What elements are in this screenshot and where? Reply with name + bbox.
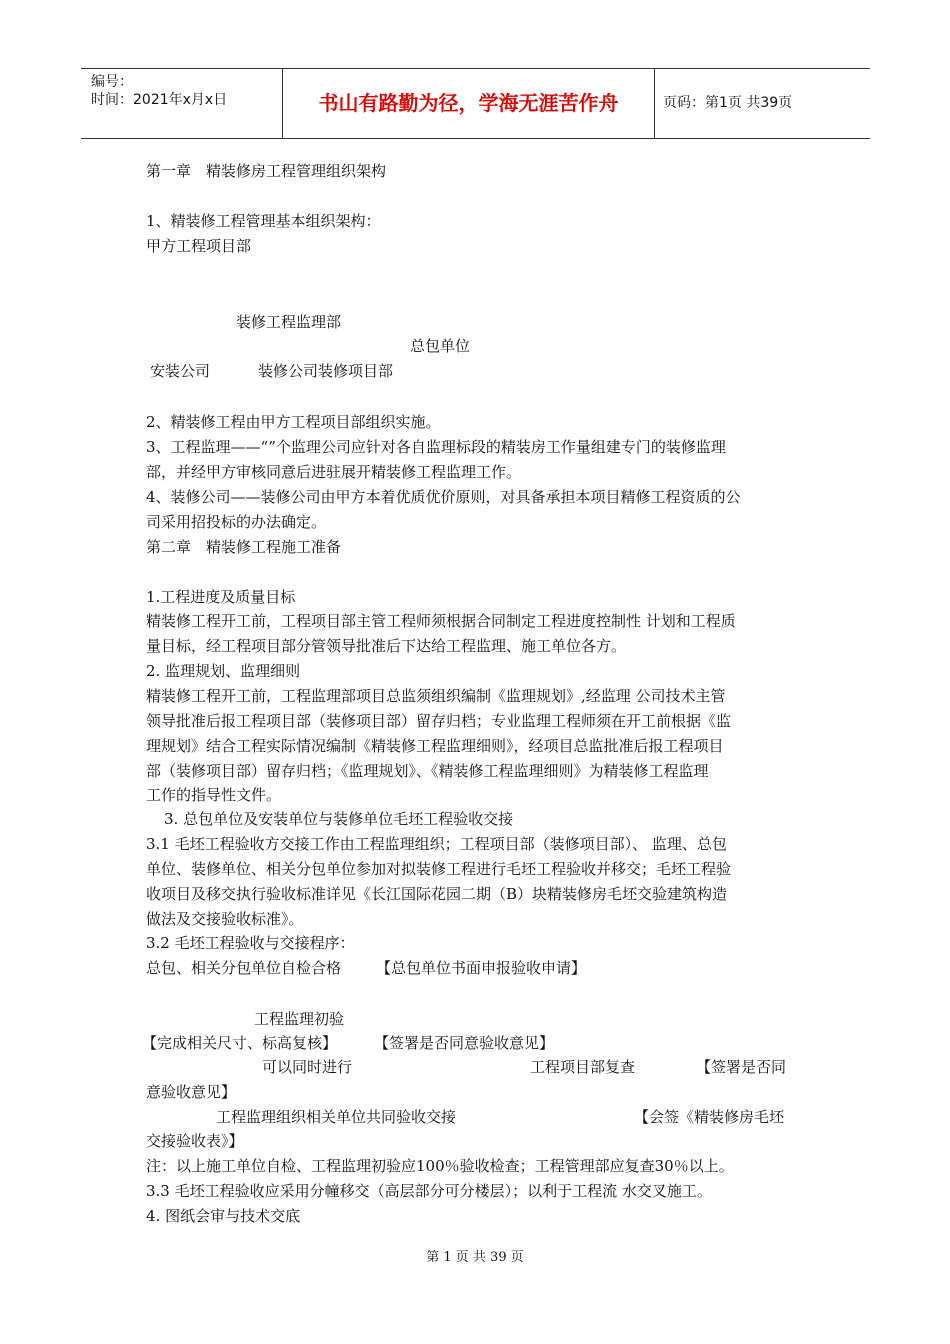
- section-heading: 4. 图纸会审与技术交底: [146, 1207, 301, 1225]
- flow-step: 总包、相关分包单位自检合格: [146, 959, 342, 977]
- org-node-decoration: 装修公司装修项目部: [258, 362, 394, 380]
- flow-note: 【签署是否同意验收意见】: [374, 1034, 555, 1052]
- section-heading: 2. 监理规划、监理细则: [146, 662, 301, 680]
- org-node-installer: 安装公司: [150, 362, 211, 380]
- flow-note: 意验收意见】: [146, 1083, 237, 1101]
- page-header: [81, 68, 870, 139]
- org-node-supervision: 装修工程监理部: [236, 313, 342, 331]
- paragraph-line: 部，并经甲方审核同意后进驻展开精装修工程监理工作。: [146, 463, 522, 481]
- header-meta: [81, 69, 282, 138]
- flow-step: 工程监理初验: [254, 1010, 345, 1028]
- section-heading: 3. 总包单位及安装单位与装修单位毛坯工程验收交接: [164, 810, 514, 828]
- org-node-owner: 甲方工程项目部: [146, 237, 252, 255]
- header-motto: 书山有路勤为径，学海无涯苦作舟: [282, 69, 655, 138]
- chapter-2-title: 第二章 精装修工程施工准备: [146, 538, 342, 556]
- paragraph-line: 4、装修公司——装修公司由甲方本着优质优价原则，对具备承担本项目精修工程资质的公: [146, 488, 741, 506]
- org-node-general-contractor: 总包单位: [410, 337, 471, 355]
- header-page-info: 页码：第1页 共39页: [663, 95, 793, 111]
- section-heading: 1.工程进度及质量目标: [146, 588, 296, 606]
- date-label: 时间：2021年x月x日: [91, 92, 228, 108]
- flow-step: 工程项目部复查: [530, 1058, 636, 1076]
- flow-note: 【完成相关尺寸、标高复核】: [142, 1034, 338, 1052]
- section-heading: 3.2 毛坯工程验收与交接程序：: [146, 934, 355, 952]
- paragraph-line: 做法及交接验收标准》。: [146, 910, 304, 928]
- paragraph-line: 理规划》结合工程实际情况编制《精装修工程监理细则》，经项目总监批准后报工程项目: [146, 737, 724, 755]
- paragraph-line: 部（装修项目部）留存归档；《监理规划》、《精装修工程监理细则》为精装修工程监理: [146, 762, 709, 780]
- flow-step: 工程监理组织相关单位共同验收交接: [216, 1108, 457, 1126]
- paragraph-line: 3、工程监理——“”个监理公司应针对各自监理标段的精装房工作量组建专门的装修监理: [146, 438, 726, 456]
- number-label: 编号：: [91, 74, 133, 90]
- section-heading: 1、精装修工程管理基本组织架构：: [146, 212, 381, 230]
- flow-note: 交接验收表》】: [146, 1132, 244, 1150]
- flow-note: 可以同时进行: [262, 1058, 353, 1076]
- flow-note: 【会签《精装修房毛坯: [634, 1108, 785, 1126]
- paragraph-line: 量目标，经工程项目部分管领导批准后下达给工程监理、施工单位各方。: [146, 637, 627, 655]
- paragraph-line: 单位、装修单位、相关分包单位参加对拟装修工程进行毛坯工程验收并移交；毛坯工程验: [146, 860, 732, 878]
- note-line: 注：以上施工单位自检、工程监理初验应100％验收检查；工程管理部应复查30％以上。: [146, 1157, 734, 1175]
- paragraph-line: 2、精装修工程由甲方工程项目部组织实施。: [146, 413, 441, 431]
- paragraph-line: 精装修工程开工前，工程项目部主管工程师须根据合同制定工程进度控制性 计划和工程质: [146, 612, 736, 630]
- page-footer: 第 1 页 共 39 页: [426, 1250, 524, 1265]
- flow-note: 【总包单位书面申报验收申请】: [376, 959, 587, 977]
- flow-note: 【签署是否同: [696, 1058, 787, 1076]
- paragraph-line: 3.3 毛坯工程验收应采用分幢移交（高层部分可分楼层）；以利于工程流 水交叉施工。: [146, 1182, 712, 1200]
- paragraph-line: 3.1 毛坯工程验收方交接工作由工程监理组织；工程项目部（装修项目部）、 监理、总包: [146, 835, 727, 853]
- paragraph-line: 司采用招投标的办法确定。: [146, 513, 327, 531]
- paragraph-line: 工作的指导性文件。: [146, 786, 282, 804]
- paragraph-line: 收项目及移交执行验收标准详见《长江国际花园二期（B）块精装修房毛坯交验建筑构造: [146, 885, 728, 903]
- paragraph-line: 精装修工程开工前，工程监理部项目总监须组织编制《监理规划》,经监理 公司技术主管: [146, 687, 726, 705]
- chapter-1-title: 第一章 精装修房工程管理组织架构: [146, 162, 387, 180]
- paragraph-line: 领导批准后报工程项目部（装修项目部）留存归档；专业监理工程师须在开工前根据《监: [146, 712, 732, 730]
